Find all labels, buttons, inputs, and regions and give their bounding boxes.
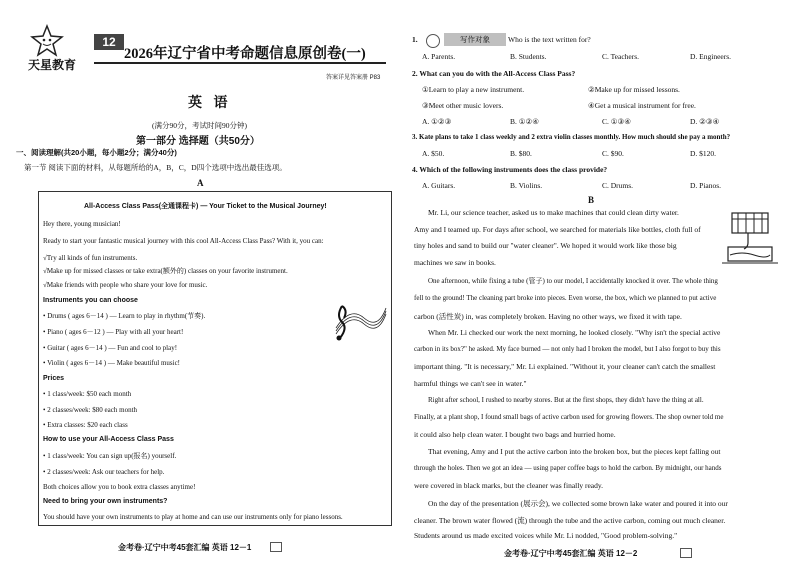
bring-text: You should have your own instruments to play at home and can use our instruments only for piano lessons. (43, 513, 343, 521)
ad-intro: Ready to start your fantastic musical journey with this cool All-Access Class Pass? With it, you can: (43, 237, 324, 245)
q2-option-c[interactable]: C. ①③④ (602, 117, 631, 126)
instrument-item: • Piano ( ages 6－12 ) — Play with all your heart! (43, 328, 184, 336)
q2-item: ①Learn to play a new instrument. (422, 85, 525, 94)
how-item: • 1 class/week: You can sign up(报名) yourself. (43, 452, 177, 460)
passage-line: cleaner. The brown water flowed (流) through the tube and the active carbon, coming out much cleaner. (414, 516, 726, 525)
passage-line: Finally, at a plant shop, I found small bags of active carbon used for growing flowers. The shop owner told me (414, 413, 724, 421)
passage-label-b: B (588, 195, 595, 205)
passage-line: carbon (活性炭) in, was completely broken. Having no other ways, we fixed it with tape. (414, 312, 682, 321)
music-note-icon (330, 298, 388, 342)
passage-line: One afternoon, while fixing a tube (管子) to our model, I accidentally knocked it over. The whole thing (428, 277, 718, 285)
passage-line: were covered in black marks, but the cleaner was finally ready. (414, 481, 604, 490)
price-item: • 2 classes/week: $80 each month (43, 406, 138, 414)
logo-text: 天星教育 (28, 58, 77, 72)
q2-item: ③Meet other music lovers. (422, 101, 504, 110)
q2-item: ②Make up for missed lessons. (588, 85, 680, 94)
exam-title: 2026年辽宁省中考命题信息原创卷(一) (124, 46, 366, 62)
q3-text: 3. Kate plans to take 1 class weekly and 2 extra violin classes monthly. How much should she pay a month? (412, 133, 731, 141)
price-item: • 1 class/week: $50 each month (43, 390, 132, 398)
subject-title: 英 语 (188, 96, 232, 111)
passage-line: fell to the ground! The cleaning part broke into pieces. Even worse, the box, which we planned to put active (414, 294, 717, 302)
right-page (400, 0, 800, 566)
passage-line: tiny holes and sand to build our "water cleaner". We hoped it would work like those big (414, 241, 677, 250)
q4-option-d[interactable]: D. Pianos. (690, 181, 722, 190)
q1-option-d[interactable]: D. Engineers. (690, 52, 732, 61)
instrument-item: • Guitar ( ages 6－14 ) — Fun and cool to play! (43, 344, 178, 352)
section-instruction: 第一节 阅读下面的材料，从每题所给的A，B，C，D四个选项中选出最佳选项。 (24, 163, 287, 172)
passage-line: On the day of the presentation (展示会), we collected some brown lake water and poured it into our (428, 499, 728, 508)
q2-option-b[interactable]: B. ①②④ (510, 117, 539, 126)
passage-line: That evening, Amy and I put the active carbon into the broken box, but the pieces kept falling out (428, 447, 721, 456)
prices-heading: Prices (43, 375, 65, 382)
q1-option-b[interactable]: B. Students. (510, 52, 547, 61)
q1-option-c[interactable]: C. Teachers. (602, 52, 640, 61)
passage-line: machines we saw in books. (414, 258, 496, 267)
q4-option-b[interactable]: B. Violins. (510, 181, 543, 190)
q1-number: 1. (412, 35, 418, 44)
ad-greeting: Hey there, young musician! (43, 220, 121, 228)
part-title: 第一部分 选择题（共50分） (136, 136, 260, 147)
page-footer: 金考卷·辽宁中考45套汇编 英语 12－2 (504, 549, 638, 558)
passage-line: it could also help clean water. I bought two bags and hurried home. (414, 430, 616, 439)
paper-number-badge: 12 (94, 34, 124, 50)
passage-line: Students around us made excited voices while Mr. Li nodded, "Good problem-solving." (414, 531, 678, 540)
bring-heading: Need to bring your own instruments? (43, 498, 168, 505)
question-tag-icon (426, 34, 440, 48)
star-logo-icon (30, 24, 64, 58)
q1-text: Who is the text written for? (508, 35, 591, 44)
footer-mark-icon (270, 542, 282, 552)
q3-option-a[interactable]: A. $50. (422, 149, 445, 158)
footer-mark-icon (680, 548, 692, 558)
passage-line: through the holes. Then we got an idea — using paper coffee bags to hold the carbon. By midnight, our hands (414, 464, 722, 472)
q2-item: ④Get a musical instrument for free. (588, 101, 696, 110)
how-item: • 2 classes/week: Ask our teachers for help. (43, 468, 165, 476)
page-footer: 金考卷·辽宁中考45套汇编 英语 12－1 (118, 543, 252, 552)
q2-option-d[interactable]: D. ②③④ (690, 117, 720, 126)
passage-line: harmful things we can't see in water." (414, 379, 527, 388)
answer-reference: 答案详见答案册 P83 (326, 75, 381, 81)
q3-option-b[interactable]: B. $80. (510, 149, 532, 158)
question-type-tag: 写作对象 (444, 33, 506, 46)
q1-option-a[interactable]: A. Parents. (422, 52, 456, 61)
q3-option-d[interactable]: D. $120. (690, 149, 717, 158)
q2-option-a[interactable]: A. ①②③ (422, 117, 452, 126)
passage-line: Amy and I teamed up. For days after school, we searched for materials like bottles, cloth full of (414, 225, 701, 234)
q4-text: 4. Which of the following instruments does the class provide? (412, 165, 608, 174)
water-cleaner-sketch-icon (718, 207, 782, 265)
passage-label-a: A (197, 178, 204, 188)
instrument-item: • Violin ( ages 6－14 ) — Make beautiful music! (43, 359, 181, 367)
q4-option-c[interactable]: C. Drums. (602, 181, 634, 190)
exam-note: (满分90分，考试时间90分钟) (152, 121, 247, 130)
passage-line: When Mr. Li checked our work the next morning, he looked closely. "Why isn't the special active (428, 328, 721, 337)
passage-line: Mr. Li, our science teacher, asked us to make machines that could clean dirty water. (428, 208, 679, 217)
instrument-item: • Drums ( ages 6－14 ) — Learn to play in rhythm(节奏). (43, 312, 206, 320)
q2-text: 2. What can you do with the All-Access Class Pass? (412, 69, 576, 78)
title-divider (94, 62, 386, 64)
q4-option-a[interactable]: A. Guitars. (422, 181, 456, 190)
section-heading: 一、阅读理解(共20小题，每小题2分；满分40分) (16, 148, 177, 157)
passage-line: carbon in its box?" he asked. My face burned — not only had I broken the model, but I also forgot to buy this (414, 345, 721, 353)
ad-benefit: √Make friends with people who share your love for music. (43, 281, 208, 289)
how-item: Both choices allow you to book extra classes anytime! (43, 483, 196, 491)
passage-line: important thing. "It is necessary," Mr. Li explained. "Without it, your cleaner can't catch the smallest (414, 362, 716, 371)
ad-benefit: √Try all kinds of fun instruments. (43, 254, 138, 262)
price-item: • Extra classes: $20 each class (43, 421, 128, 429)
passage-line: Right after school, I rushed to nearby stores. But at the first shops, they didn't have the thing at all. (428, 396, 704, 404)
instruments-heading: Instruments you can choose (43, 297, 138, 304)
how-heading: How to use your All-Access Class Pass (43, 436, 174, 443)
q3-option-c[interactable]: C. $90. (602, 149, 624, 158)
ad-title: All-Access Class Pass(全通课程卡) — Your Ticket to the Musical Journey! (84, 203, 327, 210)
ad-benefit: √Make up for missed classes or take extra(额外的) classes on your favorite instrument. (43, 267, 288, 275)
